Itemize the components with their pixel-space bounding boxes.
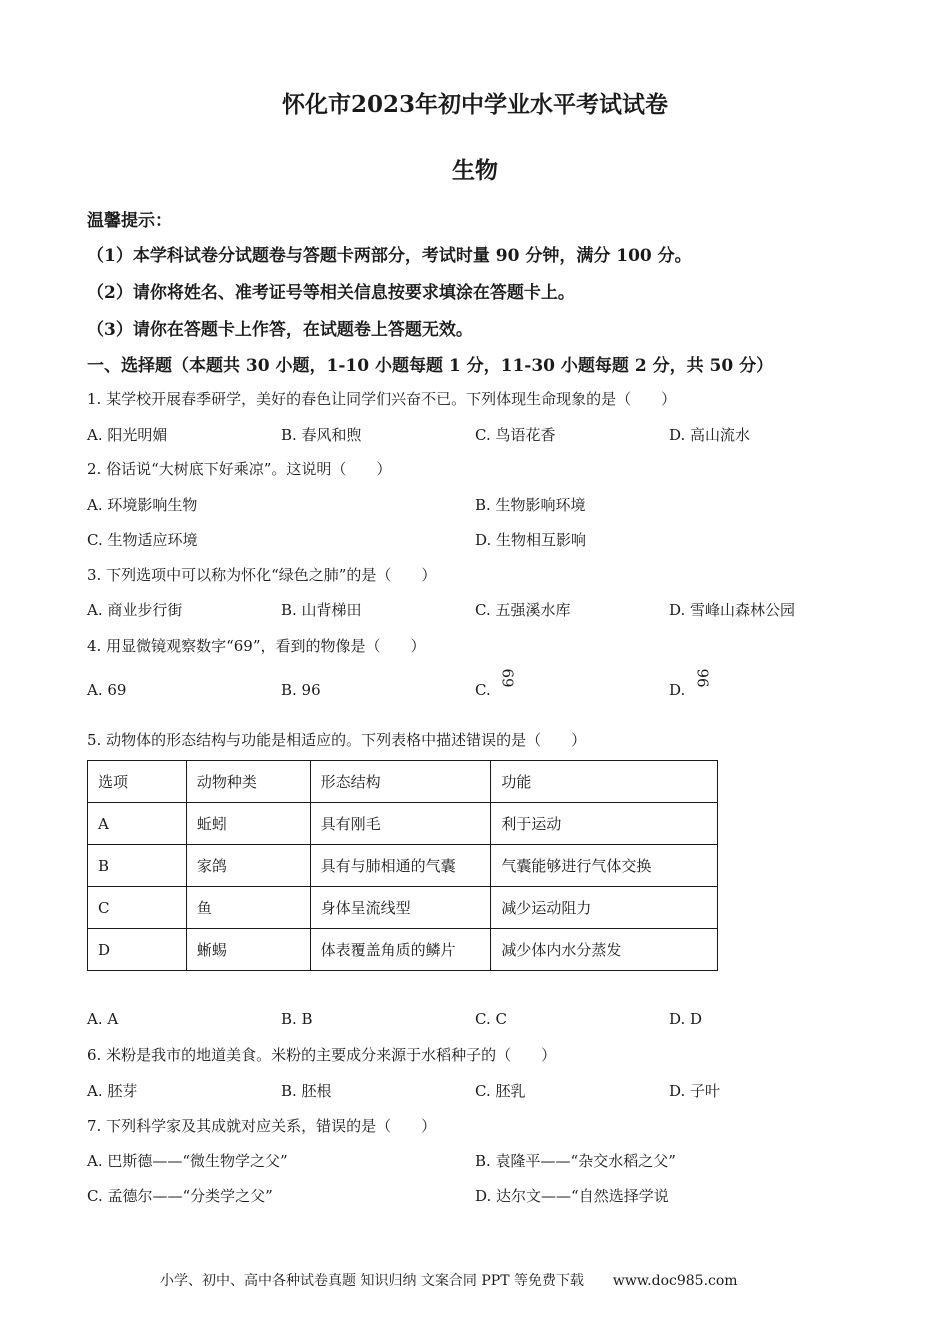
q4-option-d-image [693, 668, 712, 687]
q5-table [87, 760, 718, 971]
q2-option-a[interactable]: A. 环境影响生物 [87, 496, 198, 514]
table-cell: A [88, 803, 187, 845]
page-footer [160, 1270, 738, 1290]
tips-heading: 温馨提示： [87, 211, 172, 231]
rotated-96-figure: 96 [693, 668, 712, 688]
q1-option-b[interactable]: B. 春风和煦 [281, 426, 362, 444]
q6-option-d[interactable]: D. 子叶 [669, 1082, 721, 1100]
q4-option-a[interactable]: A. 69 [87, 681, 127, 699]
table-row [88, 929, 718, 971]
question-4-stem: 4. 用显微镜观察数字“69”，看到的物像是（ ） [87, 637, 426, 655]
table-cell: 减少运动阻力 [491, 887, 718, 929]
table-header-cell: 功能 [491, 761, 718, 803]
q6-option-b[interactable]: B. 胚根 [281, 1082, 332, 1100]
section-heading: 一、选择题（本题共 30 小题，1-10 小题每题 1 分，11-30 小题每题 2 分，共 50 分） [87, 356, 774, 376]
exam-title: 怀化市2023年初中学业水平考试试卷 [281, 91, 668, 118]
q2-option-b[interactable]: B. 生物影响环境 [475, 496, 586, 514]
table-header-cell: 选项 [88, 761, 187, 803]
q7-option-d[interactable]: D. 达尔文——“自然选择学说 [475, 1187, 669, 1205]
table-cell: 蚯蚓 [186, 803, 310, 845]
q1-option-a[interactable]: A. 阳光明媚 [87, 426, 168, 444]
q2-option-c[interactable]: C. 生物适应环境 [87, 531, 198, 549]
table-header-row [88, 761, 718, 803]
question-3-stem: 3. 下列选项中可以称为怀化“绿色之肺”的是（ ） [87, 566, 437, 584]
table-cell: C [88, 887, 187, 929]
q3-option-b[interactable]: B. 山背梯田 [281, 601, 362, 619]
footer-site-link[interactable]: www.doc985.com [612, 1273, 738, 1289]
q7-option-b[interactable]: B. 袁隆平——“杂交水稻之父” [475, 1152, 676, 1170]
question-5-stem: 5. 动物体的形态结构与功能是相适应的。下列表格中描述错误的是（ ） [87, 731, 587, 749]
table-cell: 减少体内水分蒸发 [491, 929, 718, 971]
question-2-stem: 2. 俗话说“大树底下好乘凉”。这说明（ ） [87, 460, 392, 478]
table-row [88, 887, 718, 929]
tip-item-3: （3）请你在答题卡上作答，在试题卷上答题无效。 [87, 320, 473, 340]
rotated-69-figure: 69 [498, 668, 517, 688]
table-cell: 具有刚毛 [310, 803, 491, 845]
table-cell: 具有与肺相通的气囊 [310, 845, 491, 887]
q5-option-b[interactable]: B. B [281, 1010, 313, 1028]
tip-item-1: （1）本学科试卷分试题卷与答题卡两部分，考试时量 90 分钟，满分 100 分。 [87, 246, 692, 266]
q2-option-d[interactable]: D. 生物相互影响 [475, 531, 587, 549]
question-7-stem: 7. 下列科学家及其成就对应关系，错误的是（ ） [87, 1117, 437, 1135]
q7-option-c[interactable]: C. 孟德尔——“分类学之父” [87, 1187, 273, 1205]
question-6-stem: 6. 米粉是我市的地道美食。米粉的主要成分来源于水稻种子的（ ） [87, 1046, 557, 1064]
table-header-cell: 动物种类 [186, 761, 310, 803]
q3-option-d[interactable]: D. 雪峰山森林公园 [669, 601, 796, 619]
question-1-stem: 1. 某学校开展春季研学，美好的春色让同学们兴奋不已。下列体现生命现象的是（ ） [87, 390, 677, 408]
table-row [88, 845, 718, 887]
q7-option-a[interactable]: A. 巴斯德——“微生物学之父” [87, 1152, 288, 1170]
q4-option-b[interactable]: B. 96 [281, 681, 321, 699]
table-cell: 利于运动 [491, 803, 718, 845]
q6-option-a[interactable]: A. 胚芽 [87, 1082, 138, 1100]
table-cell: 体表覆盖角质的鳞片 [310, 929, 491, 971]
q4-option-c-image [498, 668, 517, 687]
q5-option-a[interactable]: A. A [87, 1010, 119, 1028]
q6-option-c[interactable]: C. 胚乳 [475, 1082, 526, 1100]
table-header-cell: 形态结构 [310, 761, 491, 803]
footer-text: 小学、初中、高中各种试卷真题 知识归纳 文案合同 PPT 等免费下载 [160, 1273, 584, 1289]
tip-item-2: （2）请你将姓名、准考证号等相关信息按要求填涂在答题卡上。 [87, 283, 575, 303]
q3-option-c[interactable]: C. 五强溪水库 [475, 601, 571, 619]
subject-title: 生物 [452, 157, 498, 184]
q4-option-c[interactable]: C. [475, 681, 491, 699]
table-cell: 身体呈流线型 [310, 887, 491, 929]
table-cell: D [88, 929, 187, 971]
table-cell: B [88, 845, 187, 887]
table-cell: 家鸽 [186, 845, 310, 887]
table-cell: 鱼 [186, 887, 310, 929]
q3-option-a[interactable]: A. 商业步行街 [87, 601, 183, 619]
table-cell: 蜥蜴 [186, 929, 310, 971]
q1-option-d[interactable]: D. 高山流水 [669, 426, 751, 444]
q1-option-c[interactable]: C. 鸟语花香 [475, 426, 556, 444]
q5-option-c[interactable]: C. C [475, 1010, 507, 1028]
q5-option-d[interactable]: D. D [669, 1010, 703, 1028]
table-row [88, 803, 718, 845]
table-cell: 气囊能够进行气体交换 [491, 845, 718, 887]
q4-option-d[interactable]: D. [669, 681, 686, 699]
